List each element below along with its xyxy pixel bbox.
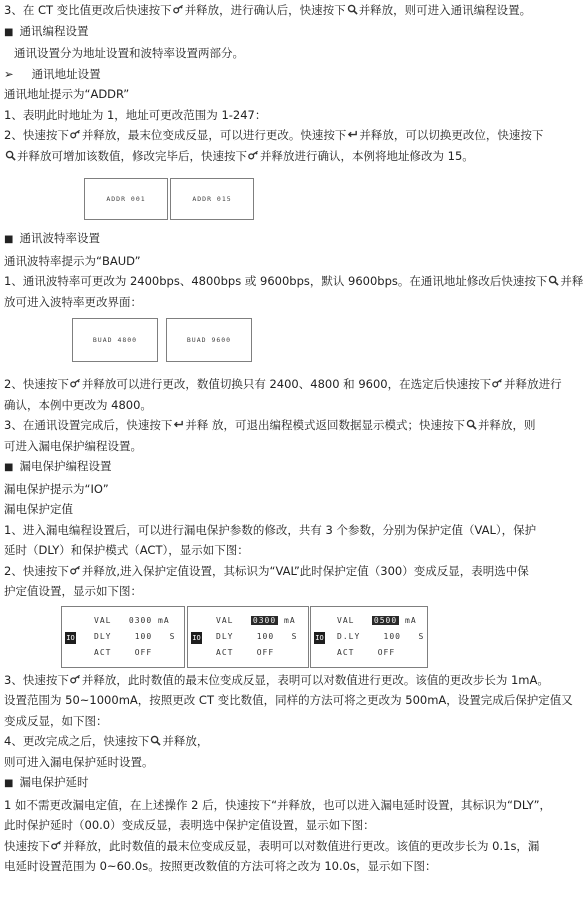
text: 3、在 CT 变比值更改后快速按下 — [4, 3, 172, 17]
val-label: VAL — [216, 615, 234, 625]
act-label: ACT — [216, 647, 234, 657]
text: 并释 — [560, 274, 583, 288]
dly-row — [337, 632, 424, 641]
paragraph-leak-2b: 护定值设置，显示如下图： — [4, 584, 142, 598]
paragraph-baud-1b: 放可进入波特率更改界面： — [4, 294, 142, 309]
text: 并释放，进行确认后，快速按下 — [184, 3, 346, 17]
dly-value: 100 — [383, 631, 401, 641]
leakage-panel-1 — [61, 606, 185, 668]
paragraph-leak-4b: 则可进入漏电保护延时设置。 — [4, 754, 154, 769]
text: 并释放， — [162, 734, 209, 748]
act-label: ACT — [337, 647, 355, 657]
act-label: ACT — [94, 647, 112, 657]
key-icon — [248, 150, 259, 161]
heading-baud-setup: ■ 通讯波特率设置 — [4, 228, 565, 251]
paragraph-delay-1: 1 如不需更改漏电定值，在上述操作 2 后，快速按下“并释放，也可以进入漏电延时设置，其标识为“DLY”， — [4, 797, 552, 812]
addr-figure — [4, 166, 565, 228]
text: 1、通讯波特率可更改为 2400bps、4800bps 或 9600bps，默认 9600bps。在通讯地址修改后快速按下 — [4, 274, 548, 288]
val-value-highlighted: 0300 — [252, 615, 277, 625]
act-row — [216, 648, 274, 657]
key-icon — [70, 674, 81, 685]
act-value: OFF — [134, 647, 153, 657]
dly-row — [216, 632, 297, 641]
heading-leakage-value: 漏电保护定值 — [4, 502, 73, 516]
dly-unit: S — [169, 631, 176, 641]
baud-display-4800: BUAD 4800 — [72, 318, 158, 362]
text: 2、快速按下 — [4, 563, 69, 578]
paragraph-delay-2 — [4, 836, 565, 857]
magnifier-icon — [150, 735, 161, 746]
val-unit: mA — [284, 615, 296, 625]
paragraph-delay-1b: 此时保护延时（00.0）变成反显，表明选中保护定值设置，显示如下图： — [4, 818, 375, 832]
text: 并释放，可以切换更改位，快速按下 — [359, 128, 544, 142]
paragraph-ct-confirm — [4, 0, 565, 21]
val-label: VAL — [337, 615, 355, 625]
magnifier-icon — [466, 419, 477, 430]
baud-figure — [4, 312, 565, 374]
text: 4、更改完成之后，快速按下 — [4, 734, 150, 748]
val-value-highlighted: 0500 — [373, 615, 398, 625]
key-icon — [70, 565, 81, 576]
val-unit: mA — [158, 615, 170, 625]
text: 2、快速按下 — [4, 128, 69, 142]
paragraph-addr-2b — [4, 146, 565, 167]
text: 快速按下 — [4, 838, 50, 853]
key-icon — [70, 129, 81, 140]
addr-display-001: ADDR 001 — [84, 178, 168, 220]
paragraph-comm-intro: 通讯设置分为地址设置和波特率设置两部分。 — [14, 46, 244, 60]
magnifier-icon — [5, 150, 16, 161]
dly-label: DLY — [94, 631, 112, 641]
text: 并释放,进入保护定值设置，其标识为“VAL”此时保护定值（300）变成反显，表明选中保 — [81, 563, 529, 578]
text: 并释 放，可退出编程模式返回数据显示模式；快速按下 — [185, 418, 465, 432]
paragraph-leak-2 — [4, 561, 565, 582]
heading-comm-address: ➢ 通讯地址设置 — [4, 64, 565, 85]
dly-label: D.LY — [337, 631, 361, 641]
io-tag: IO — [192, 633, 201, 642]
magnifier-icon — [347, 4, 358, 15]
text: 并释放可以进行更改，数值切换只有 2400、4800 和 9600，在选定后快速按下 — [81, 377, 492, 391]
leakage-panel-3 — [310, 606, 428, 668]
text: 并释放，则 — [477, 418, 536, 432]
paragraph-leakage-prompt: 漏电保护提示为“IO” — [4, 481, 109, 496]
paragraph-addr-prompt: 通讯地址提示为“ADDR” — [4, 87, 130, 101]
paragraph-addr-2 — [4, 125, 565, 146]
paragraph-baud-2 — [4, 374, 565, 395]
key-icon — [70, 378, 81, 389]
addr-display-015: ADDR 015 — [170, 178, 254, 220]
return-icon — [347, 129, 358, 140]
paragraph-leak-3 — [4, 670, 565, 691]
val-label: VAL — [94, 615, 112, 625]
act-row — [94, 648, 152, 657]
heading-leakage-delay: ■ 漏电保护延时 — [4, 772, 565, 795]
heading-comm-setup: ■ 通讯编程设置 — [4, 21, 565, 44]
text: 3、快速按下 — [4, 672, 69, 687]
paragraph-leak-4 — [4, 731, 565, 752]
text: 并释放可增加该数值，修改完毕后，快速按下 — [17, 148, 247, 163]
paragraph-baud-3 — [4, 415, 565, 436]
io-tag: IO — [66, 633, 75, 642]
baud-display-9600: BUAD 9600 — [166, 318, 252, 362]
text: 2、快速按下 — [4, 377, 69, 391]
paragraph-leak-3c: 变成反显，如下图： — [4, 713, 108, 728]
text: 并释放，则可进入通讯编程设置。 — [358, 3, 532, 17]
leakage-panel-2 — [187, 606, 309, 668]
key-icon — [51, 840, 62, 851]
dly-label: DLY — [216, 631, 234, 641]
val-row — [94, 616, 170, 625]
paragraph-delay-2b: 电延时设置范围为 0~60.0s。按照更改数值的方法可将之改为 10.0s，显示如下图： — [4, 859, 437, 873]
dly-value: 100 — [134, 631, 153, 641]
return-icon — [173, 419, 184, 430]
act-value: OFF — [256, 647, 275, 657]
paragraph-addr-1: 1、表明此时地址为 1，地址可更改范围为 1-247： — [4, 107, 267, 122]
text: 并释放，最末位变成反显，可以进行更改。快速按下 — [81, 128, 347, 142]
paragraph-baud-1 — [4, 271, 583, 292]
key-icon — [492, 378, 503, 389]
text: 并释放，此时数值的最末位变成反显，表明可以对数值进行更改。该值的更改步长为 0.1s，漏 — [63, 838, 540, 853]
paragraph-leak-3b: 设置范围为 50~1000mA，按照更改 CT 变比数值，同样的方法可将之更改为 500mA，设置完成后保护定值又 — [4, 693, 573, 707]
io-tag: IO — [315, 633, 324, 642]
text: 并释放进行确认，本例将地址修改为 15。 — [260, 148, 474, 163]
val-unit: mA — [405, 615, 417, 625]
paragraph-baud-prompt: 通讯波特率提示为“BAUD” — [4, 253, 141, 268]
val-value: 0300 — [128, 615, 153, 625]
paragraph-leak-1: 1、进入漏电编程设置后，可以进行漏电保护参数的修改，共有 3 个参数，分别为保护定值（VAL），保护 — [4, 522, 537, 537]
val-row — [216, 616, 296, 625]
text: 3、在通讯设置完成后，快速按下 — [4, 418, 173, 432]
paragraph-baud-3b: 可进入漏电保护编程设置。 — [4, 438, 142, 453]
dly-value: 100 — [256, 631, 275, 641]
text: 并释放进行 — [504, 377, 562, 391]
heading-leakage-setup: ■ 漏电保护编程设置 — [4, 456, 565, 479]
text: 并释放，此时数值的最末位变成反显，表明可以对数值进行更改。该值的更改步长为 1mA。 — [81, 672, 549, 687]
magnifier-icon — [548, 275, 559, 286]
paragraph-leak-1b: 延时（DLY）和保护模式（ACT），显示如下图： — [4, 543, 249, 557]
key-icon — [173, 4, 184, 15]
paragraph-baud-2b: 确认，本例中更改为 4800。 — [4, 397, 152, 412]
dly-unit: S — [418, 631, 425, 641]
dly-row — [94, 632, 175, 641]
act-row — [337, 648, 395, 657]
dly-unit: S — [291, 631, 298, 641]
leakage-panels-figure — [4, 602, 565, 670]
act-value: OFF — [377, 647, 396, 657]
val-row — [337, 616, 417, 625]
